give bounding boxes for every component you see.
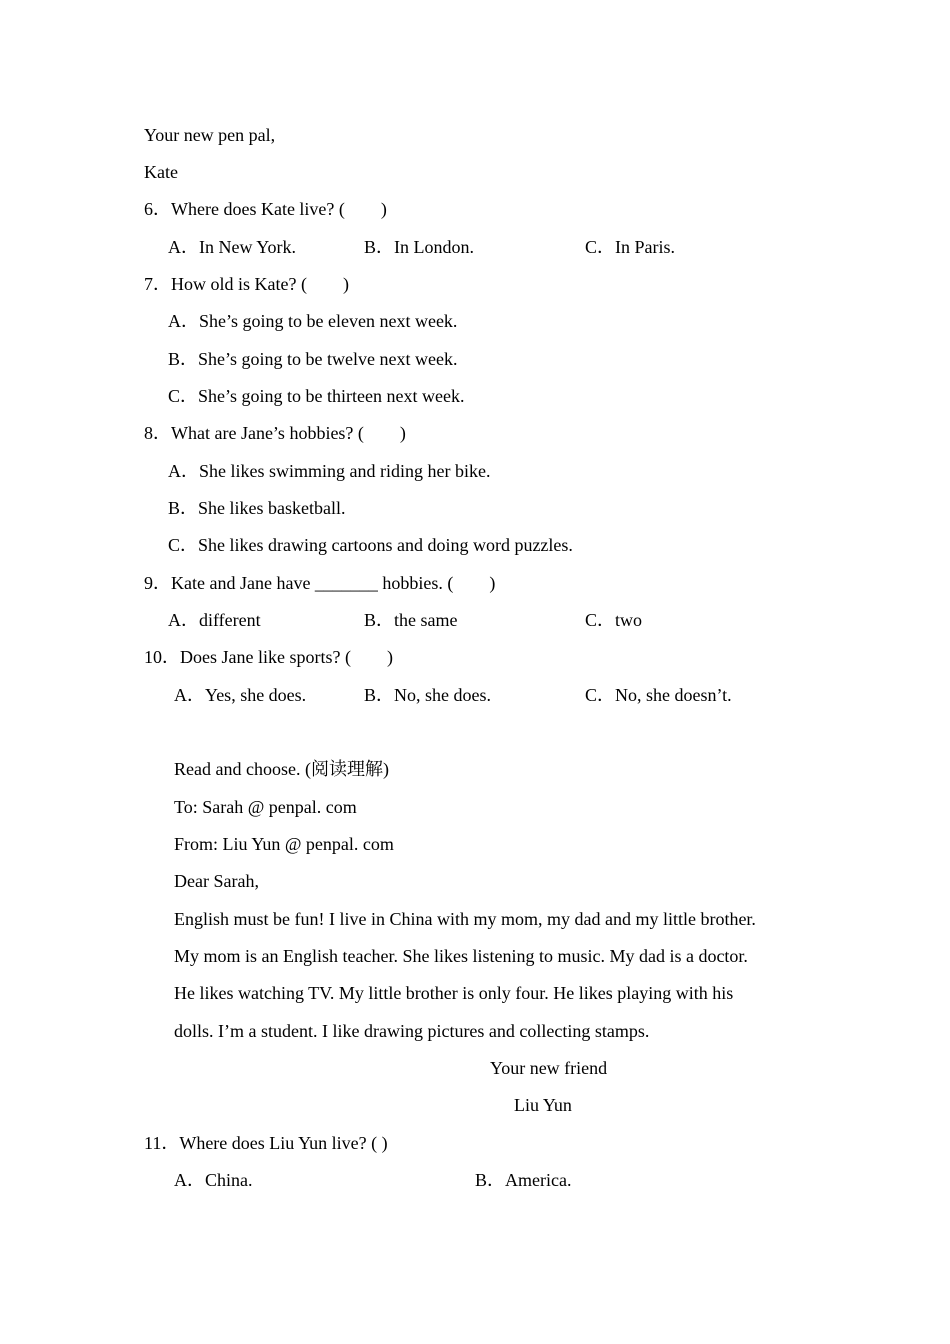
email-signoff: Your new friend xyxy=(490,1058,608,1078)
question-7-option-b: B．She’s going to be twelve next week. xyxy=(168,349,458,369)
email-from: From: Liu Yun @ penpal. com xyxy=(174,834,394,854)
question-9-option-a: A．different xyxy=(168,610,261,630)
question-9-option-c: C．two xyxy=(585,610,643,630)
letter-signoff: Your new pen pal, xyxy=(144,125,276,145)
question-10-option-c: C．No, she doesn’t. xyxy=(585,685,732,705)
email-body-line-4: dolls. I’m a student. I like drawing pictures and collecting stamps. xyxy=(174,1021,650,1041)
question-6-option-a: A．In New York. xyxy=(168,237,297,257)
question-8: 8．What are Jane’s hobbies? ( ) xyxy=(144,423,406,443)
question-6-option-c: C．In Paris. xyxy=(585,237,675,257)
letter-signature: Kate xyxy=(144,162,178,182)
question-7-option-a: A．She’s going to be eleven next week. xyxy=(168,311,458,331)
section-heading: Read and choose. (阅读理解) xyxy=(174,759,389,779)
email-body-line-2: My mom is an English teacher. She likes listening to music. My dad is a doctor. xyxy=(174,946,748,966)
question-9-option-b: B．the same xyxy=(364,610,458,630)
question-6: 6．Where does Kate live? ( ) xyxy=(144,199,387,219)
question-7-option-c: C．She’s going to be thirteen next week. xyxy=(168,386,465,406)
question-9: 9．Kate and Jane have _______ hobbies. ( ) xyxy=(144,573,496,593)
email-signature: Liu Yun xyxy=(514,1095,572,1115)
question-10-option-a: A．Yes, she does. xyxy=(174,685,307,705)
question-7: 7．How old is Kate? ( ) xyxy=(144,274,349,294)
question-10-option-b: B．No, she does. xyxy=(364,685,491,705)
question-8-option-b: B．She likes basketball. xyxy=(168,498,346,518)
email-body-line-3: He likes watching TV. My little brother is only four. He likes playing with his xyxy=(174,983,734,1003)
question-8-option-c: C．She likes drawing cartoons and doing word puzzles. xyxy=(168,535,573,555)
question-11: 11．Where does Liu Yun live? ( ) xyxy=(144,1133,388,1153)
question-10: 10．Does Jane like sports? ( ) xyxy=(144,647,393,667)
question-6-option-b: B．In London. xyxy=(364,237,474,257)
email-body-line-1: English must be fun! I live in China with my mom, my dad and my little brother. xyxy=(174,909,756,929)
question-8-option-a: A．She likes swimming and riding her bike. xyxy=(168,461,491,481)
email-greeting: Dear Sarah, xyxy=(174,871,259,891)
email-to: To: Sarah @ penpal. com xyxy=(174,797,357,817)
question-11-option-a: A．China. xyxy=(174,1170,253,1190)
question-11-option-b: B．America. xyxy=(475,1170,572,1190)
